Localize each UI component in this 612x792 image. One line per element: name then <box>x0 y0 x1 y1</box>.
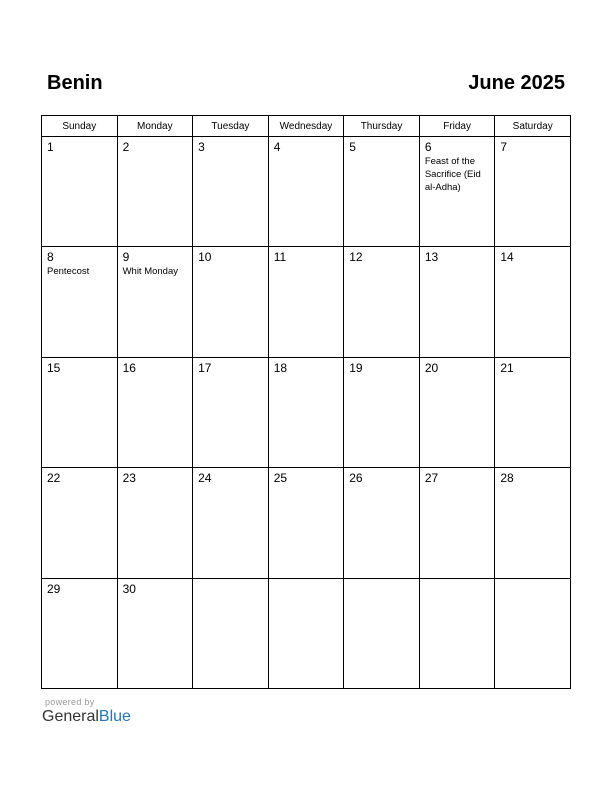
day-number: 29 <box>47 581 61 596</box>
weekday-saturday: Saturday <box>495 116 571 137</box>
day-number: 12 <box>349 250 363 265</box>
week-row-5 <box>42 578 571 688</box>
day-number: 28 <box>500 471 514 486</box>
day-number: 19 <box>349 360 363 375</box>
day-number: 17 <box>198 360 212 375</box>
day-number: 4 <box>273 140 281 154</box>
day-cell <box>42 357 118 467</box>
logo-blue-text: Blue <box>98 708 131 725</box>
calendar-grid <box>41 115 571 689</box>
day-number: 5 <box>349 140 356 154</box>
holiday-label: Whit Monday <box>122 266 178 278</box>
day-cell <box>344 247 420 357</box>
day-cell <box>268 578 344 688</box>
day-number: 18 <box>273 360 288 375</box>
weekday-thursday: Thursday <box>344 116 420 137</box>
week-row-4 <box>42 468 571 578</box>
day-cell <box>419 137 495 247</box>
country-title: Benin <box>47 72 103 94</box>
day-cell <box>268 468 344 578</box>
day-cell <box>268 137 344 247</box>
week-row-3 <box>42 357 571 467</box>
day-number: 15 <box>47 360 61 375</box>
day-number: 30 <box>122 581 136 596</box>
day-cell <box>344 578 420 688</box>
day-number: 6 <box>424 140 432 154</box>
day-cell <box>42 137 118 247</box>
weekday-sunday: Sunday <box>42 116 118 137</box>
weekday-monday: Monday <box>117 116 193 137</box>
day-cell <box>344 468 420 578</box>
week-row-2 <box>42 247 571 357</box>
day-number: 8 <box>47 250 54 265</box>
day-number: 20 <box>424 360 439 375</box>
day-number: 9 <box>122 250 130 265</box>
logo-general-text: General <box>42 708 99 725</box>
month-title: June 2025 <box>468 72 565 94</box>
day-cell <box>117 247 193 357</box>
holiday-label: Pentecost <box>47 266 90 278</box>
day-cell <box>419 357 495 467</box>
day-cell <box>268 357 344 467</box>
weekday-header-row <box>42 116 571 137</box>
week-row-1 <box>42 137 571 247</box>
day-number: 27 <box>424 471 439 486</box>
day-number: 22 <box>47 471 61 486</box>
day-number: 21 <box>500 360 514 375</box>
day-cell <box>495 137 571 247</box>
weekday-tuesday: Tuesday <box>193 116 269 137</box>
powered-by-label: powered by <box>45 697 95 707</box>
day-cell <box>419 247 495 357</box>
weekday-friday: Friday <box>419 116 495 137</box>
day-number: 14 <box>500 250 514 265</box>
day-cell <box>495 247 571 357</box>
day-cell <box>344 357 420 467</box>
day-number: 11 <box>273 250 287 265</box>
day-cell <box>117 137 193 247</box>
day-cell <box>42 468 118 578</box>
day-cell <box>495 357 571 467</box>
generalblue-brand[interactable] <box>42 697 131 727</box>
day-cell <box>495 468 571 578</box>
day-cell <box>193 137 269 247</box>
day-cell <box>419 578 495 688</box>
day-number: 13 <box>424 250 439 265</box>
day-number: 26 <box>349 471 363 486</box>
day-number: 25 <box>273 471 288 486</box>
day-number: 2 <box>122 140 130 154</box>
day-cell <box>344 137 420 247</box>
day-cell <box>117 357 193 467</box>
generalblue-logo[interactable] <box>42 707 131 727</box>
day-number: 10 <box>198 250 212 265</box>
holiday-label: Feast of the Sacrifice (Eid al-Adha) <box>424 156 481 193</box>
day-cell <box>193 578 269 688</box>
day-number: 24 <box>198 471 212 486</box>
day-number: 3 <box>198 140 205 154</box>
day-cell <box>42 247 118 357</box>
day-cell <box>193 357 269 467</box>
day-cell <box>117 578 193 688</box>
day-number: 7 <box>500 140 508 154</box>
day-cell <box>495 578 571 688</box>
day-cell <box>193 247 269 357</box>
day-number: 23 <box>122 471 136 486</box>
day-cell <box>42 578 118 688</box>
day-number: 1 <box>47 140 54 154</box>
day-number: 16 <box>122 360 136 375</box>
day-cell <box>117 468 193 578</box>
day-cell <box>419 468 495 578</box>
weekday-wednesday: Wednesday <box>268 116 344 137</box>
day-cell <box>268 247 344 357</box>
day-cell <box>193 468 269 578</box>
